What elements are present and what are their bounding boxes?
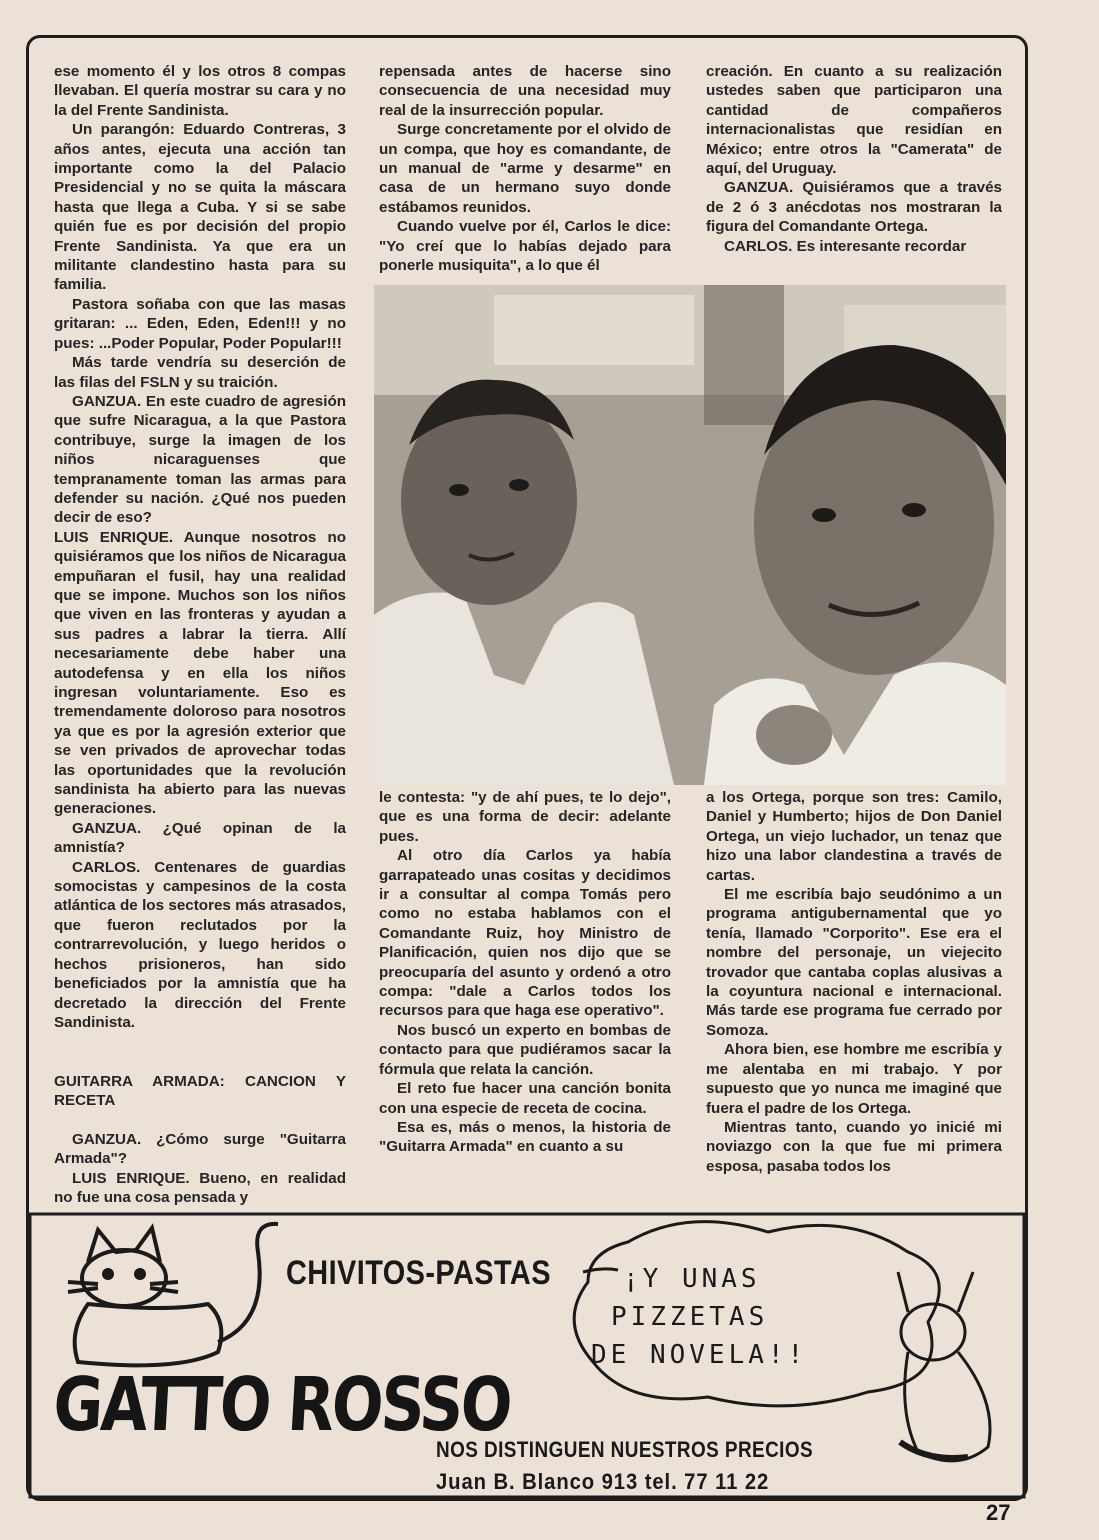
column-2-top bbox=[379, 62, 671, 275]
ad-title: CHIVITOS-PASTAS bbox=[286, 1254, 551, 1292]
paragraph: le contesta: "y de ahí pues, te lo dejo", que es una forma de decir: adelante pues. bbox=[379, 789, 671, 845]
paragraph: Más tarde vendría su deserción de las filas del FSLN y su traición. bbox=[54, 354, 346, 391]
paragraph: GANZUA. Quisiéramos que a través de 2 ó 3 anécdotas nos mostraran la figura del Comandante Ortega. bbox=[706, 179, 1002, 236]
paragraph: Al otro día Carlos ya había garrapateado unas cositas y decidimos ir a consultar al compa Tomás pero como no estaba hablamos con el Comandante Ruiz, hoy Ministro de Planificación, quien nos dijo que se preocuparía del asunto y ordenó a otro compa: "dale a Carlos todos los recursos para que haga ese operativo". bbox=[379, 847, 671, 1020]
paragraph: Pastora soñaba con que las masas gritaran: ... Eden, Eden, Eden!!! y no pues: ...Poder Popular, Poder Popular!!! bbox=[54, 295, 346, 352]
column-1-top bbox=[54, 62, 346, 1032]
paragraph: Nos buscó un experto en bombas de contacto para que pudiéramos sacar la fórmula que relata la canción. bbox=[379, 1021, 671, 1078]
paragraph: LUIS ENRIQUE. Bueno, en realidad no fue una cosa pensada y bbox=[54, 1169, 346, 1207]
paragraph: LUIS ENRIQUE. Aunque nosotros no quisiéramos que los niños de Nicaragua empuñaran el fusil, hay una realidad que se impone. Muchos son los niños que viven en las fronteras y ayudan a sus padres a labrar la tierra. Allí necesariamente debe haber una autodefensa y en ella los niños ingresan voluntariamente. Eso es tremendamente doloroso para nosotros ya que es por la agresión exterior que se ven privados de aprovechar todas las oportunidades que la revolución sandinista ha abierto para las nuevas generaciones. bbox=[54, 528, 346, 818]
paragraph: a los Ortega, porque son tres: Camilo, Daniel y Humberto; hijos de Don Daniel Ortega, un viejo luchador, un tenaz que hizo una labor clandestina a través de cartas. bbox=[706, 789, 1002, 884]
creature-icon bbox=[898, 1272, 990, 1461]
paragraph: Un parangón: Eduardo Contreras, 3 años antes, ejecuta una acción tan importante como la del Palacio Presidencial y no se quita la máscara hasta que llega a Cuba. Y si se sabe quién fue es por decisión del propio Frente Sandinista. Ya que era un militante clandestino hasta para su familia. bbox=[54, 121, 346, 294]
paragraph: CARLOS. Centenares de guardias somocistas y campesinos de la costa atlántica de los sectores más atrasados, que fueron reclutados por la contrarrevolución, y luego heridos o hechos prisioneros, han sido beneficiados por la amnistía que ha decretado la dirección del Frente Sandinista. bbox=[54, 858, 346, 1031]
paragraph: GANZUA. ¿Cómo surge "Guitarra Armada"? bbox=[54, 1131, 346, 1168]
paragraph: creación. En cuanto a su realización ustedes saben que participaron una cantidad de compañeros internacionalistas que residían en México; entre otros la "Camerata" de aquí, del Uruguay. bbox=[706, 63, 1002, 178]
paragraph: CARLOS. Es interesante recordar bbox=[724, 237, 967, 255]
column-1-bottom bbox=[54, 1130, 346, 1208]
paragraph: ese momento él y los otros 8 compas llevaban. El quería mostrar su cara y no la del Frente Sandinista. bbox=[54, 63, 346, 119]
gatto-rosso-advertisement bbox=[28, 1212, 1026, 1499]
page-number: 27 bbox=[986, 1500, 1011, 1525]
bubble-line-3: DE NOVELA!! bbox=[591, 1340, 808, 1370]
bubble-line-2: PIZZETAS bbox=[611, 1302, 769, 1332]
paragraph: Mientras tanto, cuando yo inicié mi noviazgo con la que fue mi primera esposa, pasaba todos los bbox=[706, 1118, 1002, 1175]
section-heading-text: GUITARRA ARMADA: CANCION Y RECETA bbox=[54, 1073, 346, 1110]
paragraph: El me escribía bajo seudónimo a un programa antigubernamental que yo tenía, llamado "Corporito". Ese era el nombre del personaje, un viejecito trovador que cantaba coplas alusivas a la coyuntura nacional e internacional. Más tarde ese programa fue cerrado por Somoza. bbox=[706, 886, 1002, 1039]
section-heading bbox=[54, 1072, 346, 1111]
paragraph: repensada antes de hacerse sino consecuencia de una necesidad muy real de la insurrección popular. bbox=[379, 63, 671, 119]
paragraph: El reto fue hacer una canción bonita con una especie de receta de cocina. bbox=[379, 1080, 671, 1117]
paragraph: Ahora bien, ese hombre me escribía y me alentaba en mi trabajo. Y por supuesto que yo nunca me imaginé que fuera el padre de los Ortega. bbox=[706, 1041, 1002, 1117]
column-2-bottom bbox=[379, 788, 671, 1157]
paragraph: Cuando vuelve por él, Carlos le dice: "Yo creí que lo habías dejado para ponerle musiquita", a lo que él bbox=[379, 218, 671, 275]
ad-address: Juan B. Blanco 913 tel. 77 11 22 bbox=[436, 1469, 770, 1494]
column-3-top bbox=[706, 62, 1002, 256]
interview-photo bbox=[374, 285, 1006, 785]
paragraph: GANZUA. ¿Qué opinan de la amnistía? bbox=[54, 819, 346, 857]
cat-icon bbox=[68, 1224, 278, 1365]
bubble-line-1: ¡Y UNAS bbox=[623, 1264, 761, 1294]
ad-brand-logo: GATTO ROSSO bbox=[51, 1362, 513, 1448]
paragraph: GANZUA. En este cuadro de agresión que sufre Nicaragua, a la que Pastora contribuye, surge la imagen de los niños nicaraguenses que tempranamente toman las armas para defender su nación. ¿Qué nos pueden decir de eso? bbox=[54, 392, 346, 527]
paragraph: Esa es, más o menos, la historia de "Guitarra Armada" en cuanto a su bbox=[379, 1118, 671, 1156]
paragraph: Surge concretamente por el olvido de un compa, que hoy es comandante, de un manual de "arme y desarme" en casa de un hermano suyo donde estábamos reunidos. bbox=[379, 121, 671, 216]
column-3-bottom bbox=[706, 788, 1002, 1176]
ad-slogan: NOS DISTINGUEN NUESTROS PRECIOS bbox=[436, 1437, 814, 1462]
